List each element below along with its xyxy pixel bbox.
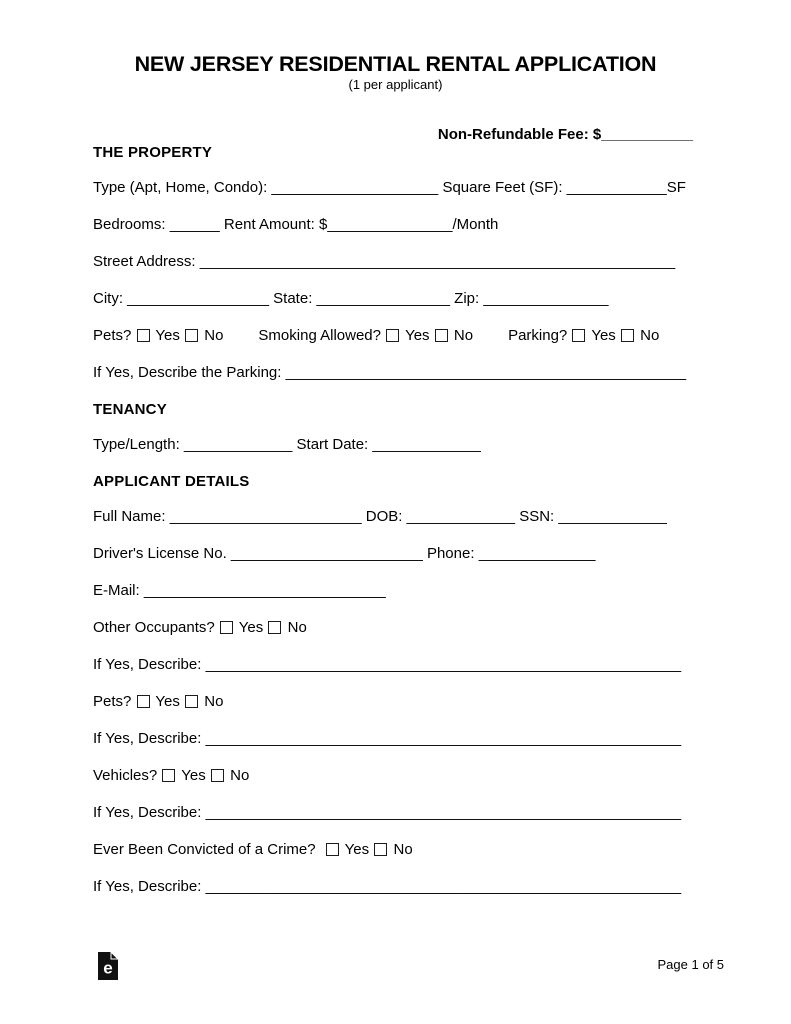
start-date-field[interactable]: _____________ (372, 436, 481, 453)
form-rows (0, 127, 791, 895)
zip-field[interactable]: _______________ (483, 290, 609, 307)
full-name-label: Full Name: (93, 508, 170, 525)
occupants-describe-row (93, 657, 693, 673)
tenancy-type-length-label: Type/Length: (93, 436, 184, 453)
crime-describe-field[interactable]: _________________________________________________________ (205, 878, 682, 895)
tenancy-type-row (93, 437, 693, 453)
city-field[interactable]: _________________ (127, 290, 269, 307)
email-row (93, 583, 693, 599)
property-pets-label: Pets? (93, 327, 136, 344)
document-subtitle: (1 per applicant) (348, 77, 443, 92)
dob-label: DOB: (361, 508, 407, 525)
square-feet-label: Square Feet (SF): (438, 179, 567, 196)
city-state-zip-row (93, 291, 693, 307)
smoking-no-checkbox[interactable] (435, 329, 448, 342)
email-field[interactable]: _____________________________ (143, 582, 386, 599)
city-label: City: (93, 290, 128, 307)
pets-describe-row (93, 731, 693, 747)
applicant-pets-no-checkbox[interactable] (185, 695, 198, 708)
crime-label: Ever Been Convicted of a Crime? (93, 841, 320, 858)
page-number-label: Page 1 of 5 (657, 957, 724, 972)
smoking-allowed-label: Smoking Allowed? (258, 327, 386, 344)
pets-describe-field[interactable]: _________________________________________________________ (205, 730, 682, 747)
property-type-label: Type (Apt, Home, Condo): (93, 179, 272, 196)
if-yes-describe-label: If Yes, Describe: (93, 804, 206, 821)
rent-amount-label: Rent Amount: $ (219, 216, 328, 233)
ssn-label: SSN: (515, 508, 559, 525)
parking-describe-field[interactable]: ________________________________________________ (285, 364, 687, 381)
state-label: State: (269, 290, 317, 307)
smoking-yes-checkbox[interactable] (386, 329, 399, 342)
yes-label: Yes (177, 767, 210, 784)
other-occupants-yes-checkbox[interactable] (220, 621, 233, 634)
no-label: No (200, 693, 224, 710)
property-type-row (93, 180, 693, 196)
occupants-describe-field[interactable]: _________________________________________________________ (205, 656, 682, 673)
if-yes-describe-label: If Yes, Describe: (93, 730, 206, 747)
street-address-field[interactable]: _________________________________________________________ (199, 253, 676, 270)
vehicles-describe-row (93, 805, 693, 821)
parking-yes-checkbox[interactable] (572, 329, 585, 342)
parking-label: Parking? (508, 327, 572, 344)
vehicles-row (93, 768, 693, 784)
start-date-label: Start Date: (292, 436, 373, 453)
section-heading-the-property: THE PROPERTY (93, 144, 213, 161)
email-label: E-Mail: (93, 582, 144, 599)
parking-no-checkbox[interactable] (621, 329, 634, 342)
bedrooms-rent-row (93, 217, 693, 233)
pets-smoking-parking-row (93, 328, 693, 344)
per-month-label: /Month (452, 216, 499, 233)
crime-describe-row (93, 879, 693, 895)
other-occupants-no-checkbox[interactable] (268, 621, 281, 634)
no-label: No (389, 841, 413, 858)
no-label: No (635, 327, 660, 344)
non-refundable-fee-label: Non-Refundable Fee: $ (437, 126, 602, 143)
other-occupants-row (93, 620, 693, 636)
eforms-logo-letter: e (103, 958, 113, 978)
tenancy-type-length-field[interactable]: _____________ (183, 436, 293, 453)
property-pets-yes-checkbox[interactable] (137, 329, 150, 342)
square-feet-field[interactable]: ____________ (566, 179, 667, 196)
document-title: NEW JERSEY RESIDENTIAL RENTAL APPLICATION (134, 52, 657, 76)
non-refundable-fee-row (93, 127, 693, 143)
drivers-license-row (93, 546, 693, 562)
dob-field[interactable]: _____________ (406, 508, 516, 525)
vehicles-no-checkbox[interactable] (211, 769, 224, 782)
crime-yes-checkbox[interactable] (326, 843, 339, 856)
yes-label: Yes (587, 327, 620, 344)
applicant-pets-yes-checkbox[interactable] (137, 695, 150, 708)
other-occupants-label: Other Occupants? (93, 619, 219, 636)
drivers-license-label: Driver's License No. (93, 545, 231, 562)
applicant-pets-label: Pets? (93, 693, 136, 710)
parking-describe-label: If Yes, Describe the Parking: (93, 364, 286, 381)
section-heading-applicant-details: APPLICANT DETAILS (93, 473, 250, 490)
no-label: No (283, 619, 307, 636)
bedrooms-field[interactable]: ______ (169, 216, 220, 233)
full-name-field[interactable]: _______________________ (169, 508, 362, 525)
no-label: No (200, 327, 224, 344)
yes-label: Yes (151, 693, 185, 710)
vehicles-yes-checkbox[interactable] (162, 769, 175, 782)
zip-label: Zip: (450, 290, 484, 307)
property-type-field[interactable]: ____________________ (271, 179, 439, 196)
yes-label: Yes (151, 327, 185, 344)
state-field[interactable]: ________________ (316, 290, 451, 307)
sf-suffix-label: SF (666, 179, 686, 196)
no-label: No (449, 327, 474, 344)
vehicles-label: Vehicles? (93, 767, 162, 784)
non-refundable-fee-field[interactable]: ___________ (601, 126, 693, 143)
rent-amount-field[interactable]: _______________ (327, 216, 453, 233)
yes-label: Yes (401, 327, 434, 344)
no-label: No (225, 767, 250, 784)
section-heading-tenancy: TENANCY (93, 401, 167, 418)
phone-field[interactable]: ______________ (478, 545, 596, 562)
parking-describe-row (93, 365, 693, 381)
street-address-row (93, 254, 693, 270)
property-pets-no-checkbox[interactable] (185, 329, 198, 342)
applicant-pets-row (93, 694, 693, 710)
yes-label: Yes (234, 619, 268, 636)
if-yes-describe-label: If Yes, Describe: (93, 656, 206, 673)
bedrooms-label: Bedrooms: (93, 216, 170, 233)
if-yes-describe-label: If Yes, Describe: (93, 878, 206, 895)
crime-row (93, 842, 693, 858)
phone-label: Phone: (422, 545, 479, 562)
ssn-field[interactable]: _____________ (558, 508, 667, 525)
drivers-license-field[interactable]: _______________________ (230, 545, 423, 562)
crime-no-checkbox[interactable] (374, 843, 387, 856)
yes-label: Yes (340, 841, 374, 858)
full-name-row (93, 509, 693, 525)
street-address-label: Street Address: (93, 253, 200, 270)
eforms-logo-icon (97, 951, 119, 986)
vehicles-describe-field[interactable]: _________________________________________________________ (205, 804, 682, 821)
